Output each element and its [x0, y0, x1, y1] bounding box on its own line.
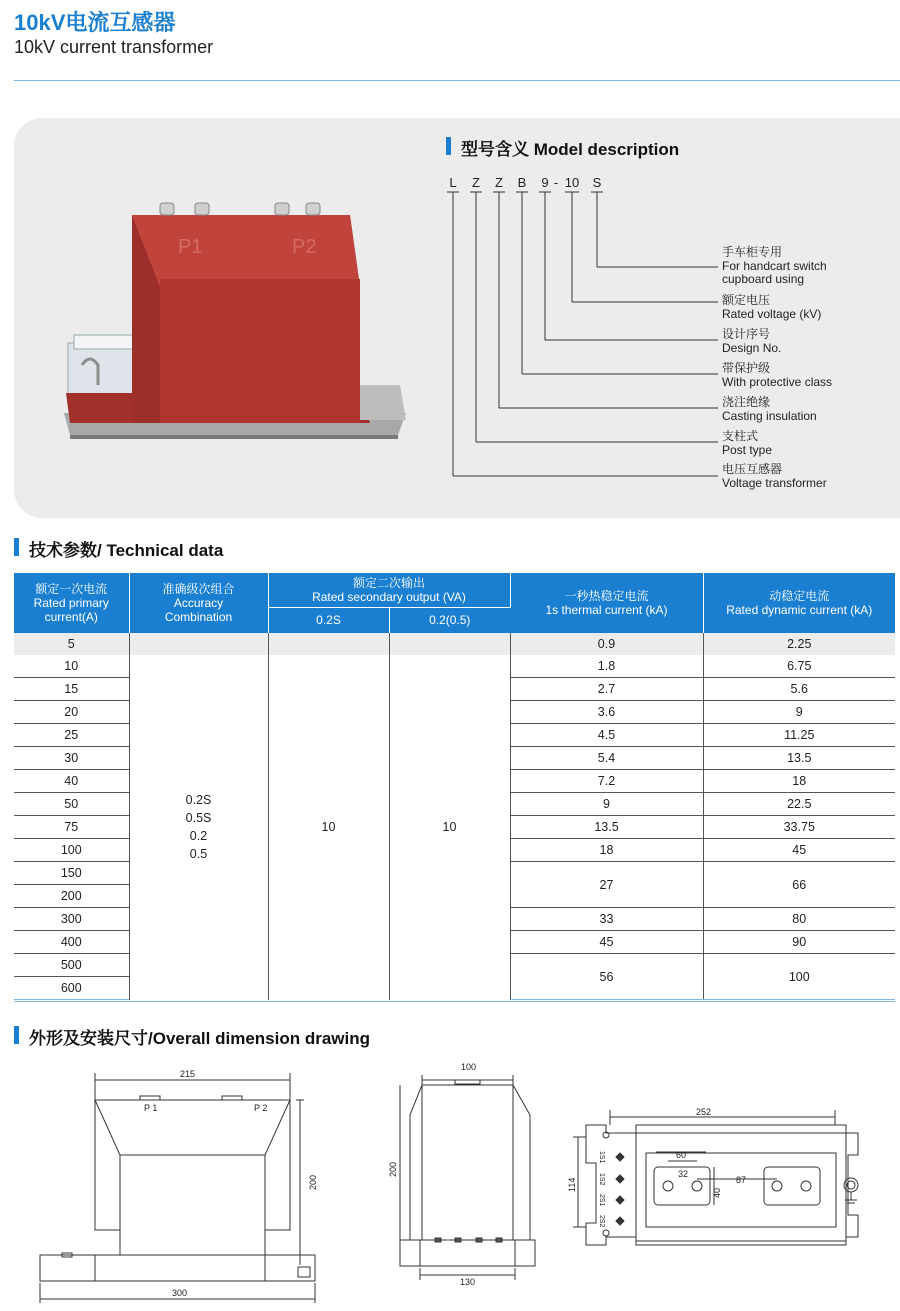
side-view: [400, 1075, 535, 1280]
bottom-dim-60: 60: [676, 1150, 687, 1160]
model-letter-dash: -: [553, 175, 559, 190]
tech-heading-bar: [14, 538, 19, 556]
dimension-heading-bar: [14, 1026, 19, 1044]
front-view: [40, 1073, 315, 1303]
bottom-dim-32: 32: [678, 1169, 689, 1179]
side-dim-200: 200: [388, 1161, 398, 1177]
model-letter-9: 9: [541, 175, 549, 190]
model-letter-l: L: [449, 175, 457, 190]
model-label-design-no: 设计序号 Design No.: [722, 327, 782, 355]
table-row: 500 56 100: [14, 954, 895, 977]
table-row: 25 4.5 11.25: [14, 724, 895, 747]
model-label-voltage-transformer: 电压互感器 Voltage transformer: [722, 462, 827, 490]
output-02s-cell: 10: [268, 655, 389, 1000]
dimension-heading: 外形及安装尺寸/Overall dimension drawing: [29, 1029, 370, 1048]
bottom-dim-252: 252: [696, 1107, 712, 1117]
table-row: 200: [14, 885, 895, 908]
output-02-05-cell: 10: [389, 655, 510, 1000]
side-dim-100: 100: [461, 1062, 477, 1072]
table-row: 75 13.5 33.75: [14, 816, 895, 839]
terminal-p1-label: P1: [178, 236, 203, 258]
terminal-1s2: 1S2: [598, 1173, 605, 1186]
bottom-dim-87: 87: [736, 1175, 747, 1185]
dimension-drawings: [0, 1055, 900, 1305]
bottom-dim-40: 40: [712, 1187, 722, 1198]
header-accuracy: 准确级次组合 Accuracy Combination: [129, 573, 268, 633]
table-row: 50 9 22.5: [14, 793, 895, 816]
table-row: 400 45 90: [14, 931, 895, 954]
model-label-casting: 浇注绝缘 Casting insulation: [722, 395, 817, 423]
table-row: 10 0.2S 0.5S 0.2 0.5 10 10 1.8 6.75: [14, 655, 895, 678]
header-thermal: 一秒热稳定电流 1s thermal current (kA): [510, 573, 703, 633]
table-row: 100 18 45: [14, 839, 895, 862]
table-row: 15 2.7 5.6: [14, 678, 895, 701]
table-row: 5 0.9 2.25: [14, 633, 895, 655]
model-letter-z2: Z: [495, 175, 503, 190]
header-sub-02s: 0.2S: [268, 607, 389, 633]
tech-heading: 技术参数/ Technical data: [29, 541, 224, 560]
header-primary: 额定一次电流 Rated primary current(A): [14, 573, 129, 633]
model-letter-s: S: [592, 175, 602, 190]
model-letter-z1: Z: [472, 175, 480, 190]
table-row: 30 5.4 13.5: [14, 747, 895, 770]
model-label-rated-voltage: 额定电压 Rated voltage (kV): [722, 293, 822, 321]
model-heading: 型号含义 Model description: [461, 140, 680, 159]
model-label-post-type: 支柱式 Post type: [722, 429, 773, 457]
page-title-cn: 10kV电流互感器: [14, 10, 176, 35]
table-row: 20 3.6 9: [14, 701, 895, 724]
side-dim-130: 130: [460, 1277, 476, 1287]
table-bottom-rule: [14, 1001, 895, 1002]
terminal-1s1: 1S1: [598, 1151, 605, 1164]
page-title-en: 10kV current transformer: [14, 37, 214, 57]
bottom-view: [573, 1110, 858, 1245]
bottom-dim-114: 114: [567, 1177, 577, 1192]
front-dim-200: 200: [308, 1174, 318, 1190]
front-p1-label: P 1: [144, 1103, 158, 1113]
accuracy-cell: 0.2S 0.5S 0.2 0.5: [129, 655, 268, 1000]
front-p2-label: P 2: [254, 1103, 268, 1113]
front-dim-300: 300: [172, 1288, 188, 1298]
model-letter-b: B: [517, 175, 527, 190]
terminal-2s2: 2S2: [598, 1215, 605, 1228]
model-letter-10: 10: [564, 175, 580, 190]
table-row: 150 27 66: [14, 862, 895, 885]
front-dim-215: 215: [180, 1069, 196, 1079]
table-row: 600: [14, 977, 895, 1000]
terminal-p2-label: P2: [292, 236, 317, 258]
terminal-2s1: 2S1: [598, 1194, 605, 1207]
header-dynamic: 动稳定电流 Rated dynamic current (kA): [703, 573, 895, 633]
table-row: 40 7.2 18: [14, 770, 895, 793]
header-secondary: 额定二次输出 Rated secondary output (VA): [268, 573, 510, 607]
technical-data-table: [14, 573, 895, 1000]
model-label-protective: 带保护级 With protective class: [722, 361, 833, 389]
model-label-handcart: 手车柜专用 For handcart switch cupboard using: [722, 245, 827, 286]
table-row: 300 33 80: [14, 908, 895, 931]
header-sub-02-05: 0.2(0.5): [389, 607, 510, 633]
